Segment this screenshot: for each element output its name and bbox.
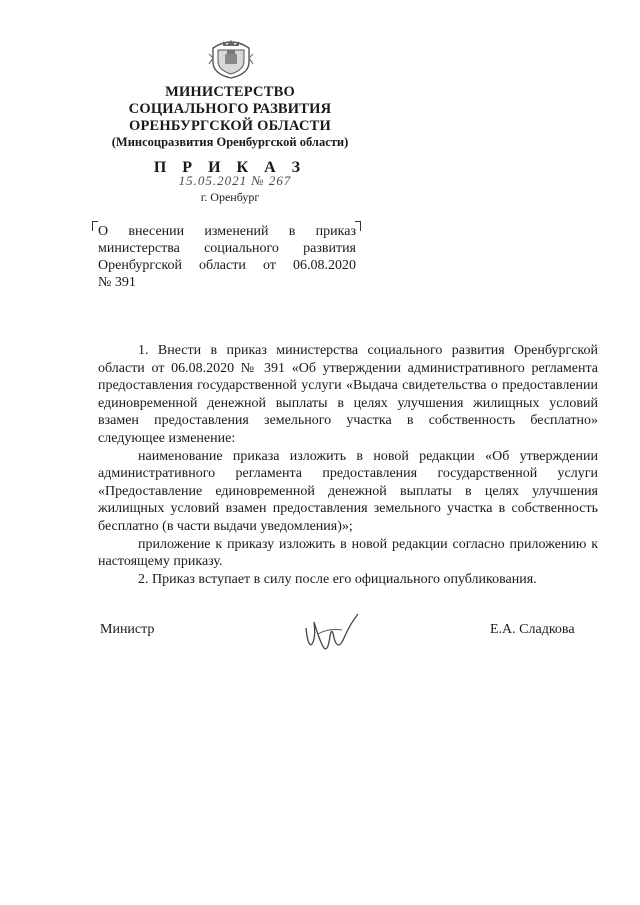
handwritten-signature-icon <box>298 608 368 658</box>
document-subject <box>98 223 356 291</box>
subject-line: Оренбургской области от 06.08.2020 <box>98 258 356 273</box>
body-paragraph: 2. Приказ вступает в силу после его официального опубликования. <box>138 571 537 587</box>
subject-line: министерства социального развития <box>98 241 356 256</box>
organization-short-name: (Минсоцразвития Оренбургской области) <box>111 135 349 149</box>
body-paragraph: приложение к приказу изложить в новой редакции согласно приложению к настоящему приказу. <box>98 536 598 570</box>
subject-line: О внесении изменений в приказ <box>98 224 356 239</box>
document-type: П Р И К А З <box>153 159 307 176</box>
document-date-number: 15.05.2021 № 267 <box>178 173 292 188</box>
signatory-title: Министр <box>100 622 155 637</box>
organization-name <box>90 84 370 135</box>
org-line: СОЦИАЛЬНОГО РАЗВИТИЯ <box>128 101 332 117</box>
body-paragraph: наименование приказа изложить в новой редакции «Об утверждении административного регламента предоставления государственной услуги «Предоставление единовременной денежной выплаты в целях улучшения жилищных условий взамен предоставления земельного участка в собственность бесплатно (в части выдачи уведомления)»; <box>98 448 598 534</box>
subject-line: № 391 <box>98 275 136 290</box>
org-line: ОРЕНБУРГСКОЙ ОБЛАСТИ <box>129 118 331 134</box>
document-city: г. Оренбург <box>200 190 260 204</box>
org-line: МИНИСТЕРСТВО <box>165 84 295 100</box>
body-paragraph: 1. Внести в приказ министерства социального развития Оренбургской области от 06.08.2020 № 391 «Об утверждении административного регламента предоставления государственной услуги «Выдача свидетельства о предоставлении единовременной денежной выплаты в целях улучшения жилищных условий взамен предоставления земельного участка в собственность бесплатно» следующее изменение: <box>98 343 598 446</box>
coat-of-arms-icon <box>205 34 257 80</box>
document-body <box>98 342 598 588</box>
signatory-name: Е.А. Сладкова <box>490 622 575 637</box>
